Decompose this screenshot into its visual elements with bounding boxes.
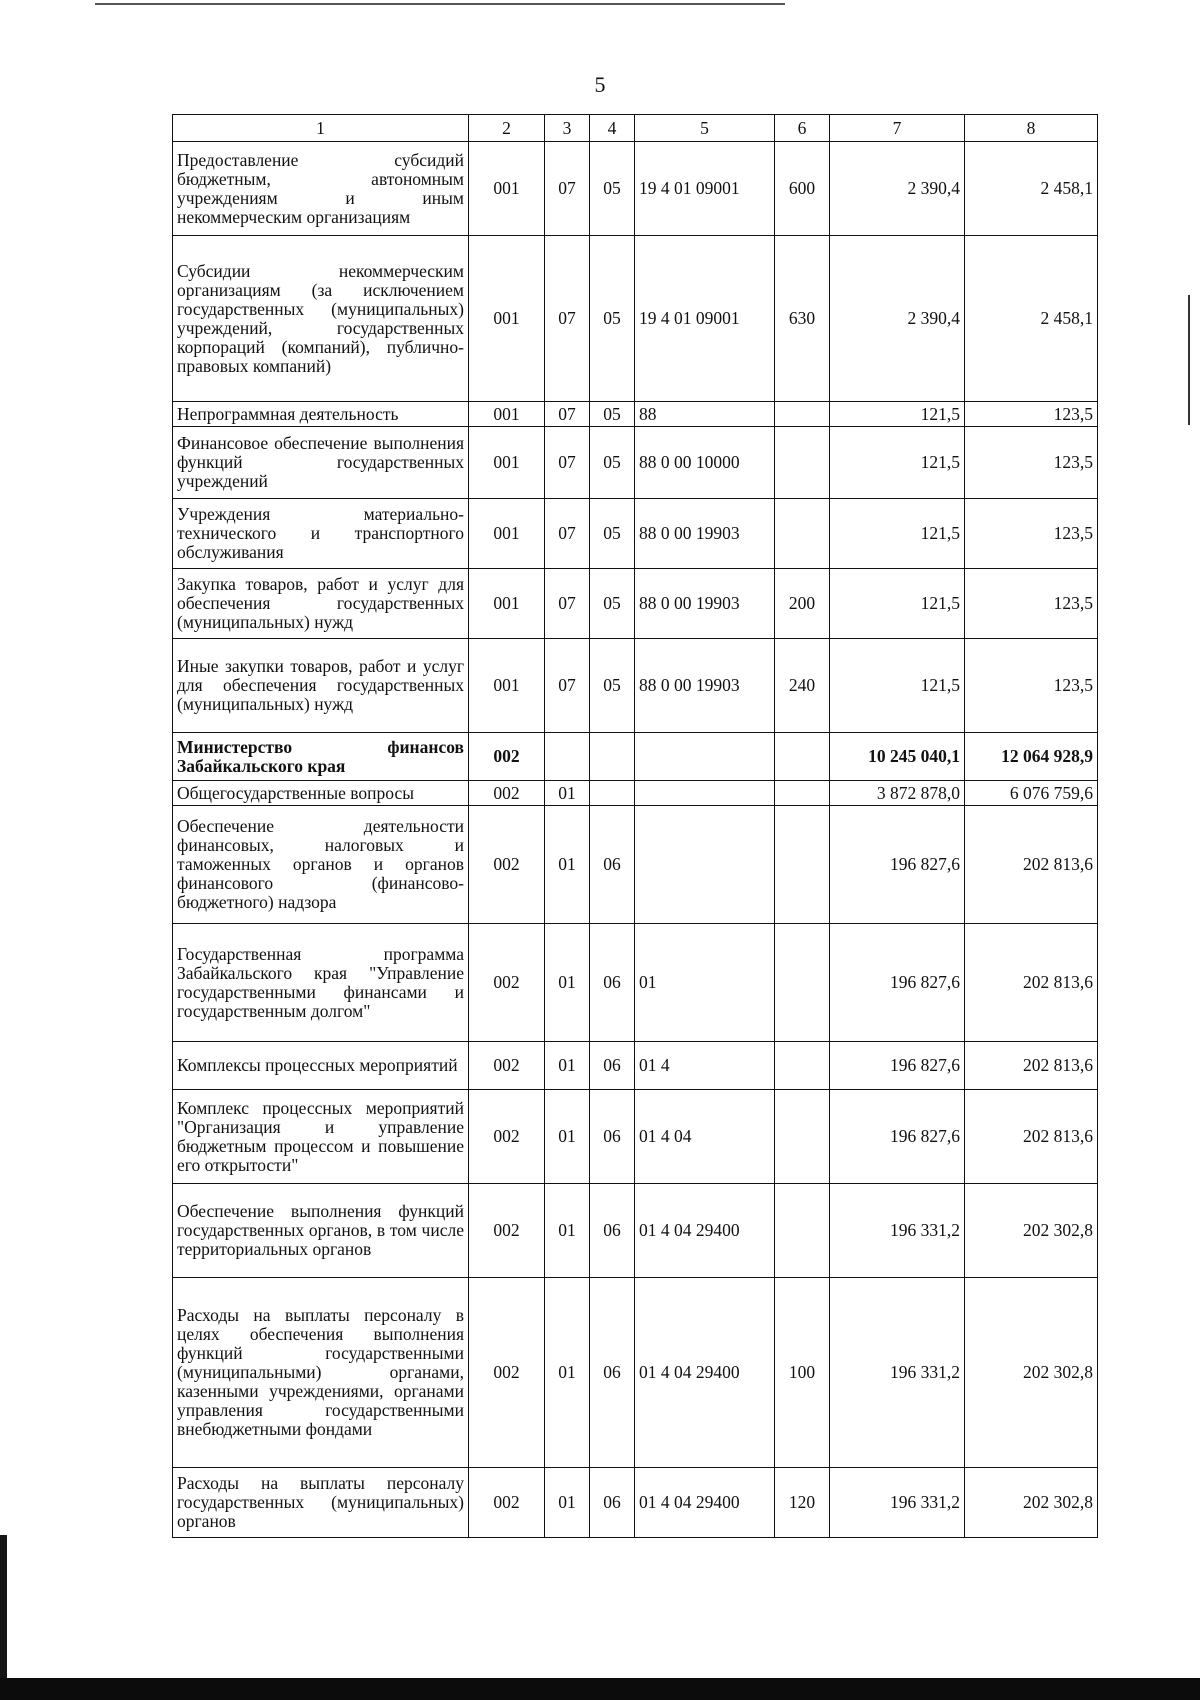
row-subsection-cell: 06 <box>590 1468 635 1538</box>
row-amount-col7-cell: 121,5 <box>830 402 965 427</box>
page-number: 5 <box>594 72 606 97</box>
table-row <box>173 1042 1098 1090</box>
row-amount-col8-cell: 6 076 759,6 <box>965 781 1098 806</box>
row-section-cell: 01 <box>545 1042 590 1090</box>
table-row <box>173 1278 1098 1468</box>
table-row <box>173 1184 1098 1278</box>
row-name-cell: Предоставление субсидий бюджетным, автономным учреждениям и иным некоммерческим организациям <box>173 142 469 236</box>
row-expense-type-cell: 630 <box>775 236 830 402</box>
budget-table <box>172 114 1098 1538</box>
row-target-item-cell <box>635 781 775 806</box>
row-target-item-cell: 01 4 04 29400 <box>635 1184 775 1278</box>
row-amount-col7-cell: 121,5 <box>830 427 965 499</box>
row-name-cell: Обеспечение выполнения функций государственных органов, в том числе территориальных органов <box>173 1184 469 1278</box>
scan-artifact-left-edge <box>0 1535 7 1685</box>
row-subsection-cell: 06 <box>590 924 635 1042</box>
row-name-cell: Расходы на выплаты персоналу государственных (муниципальных) органов <box>173 1468 469 1538</box>
row-target-item-cell: 88 0 00 19903 <box>635 639 775 733</box>
row-admin-code-cell: 001 <box>469 402 545 427</box>
row-target-item-cell: 88 0 00 19903 <box>635 569 775 639</box>
row-amount-col8-cell: 123,5 <box>965 639 1098 733</box>
row-target-item-cell: 01 4 <box>635 1042 775 1090</box>
row-admin-code-cell: 001 <box>469 499 545 569</box>
row-name-cell: Комплексы процессных мероприятий <box>173 1042 469 1090</box>
row-name-cell: Иные закупки товаров, работ и услуг для обеспечения государственных (муниципальных) нужд <box>173 639 469 733</box>
header-cell-2: 2 <box>469 115 545 142</box>
row-target-item-cell <box>635 733 775 781</box>
row-amount-col8-cell: 2 458,1 <box>965 236 1098 402</box>
table-row <box>173 1468 1098 1538</box>
row-section-cell: 07 <box>545 236 590 402</box>
row-amount-col8-cell: 202 813,6 <box>965 1042 1098 1090</box>
header-cell-5: 5 <box>635 115 775 142</box>
row-expense-type-cell <box>775 1184 830 1278</box>
table-row <box>173 1090 1098 1184</box>
table-row <box>173 806 1098 924</box>
row-subsection-cell: 06 <box>590 1090 635 1184</box>
row-name-cell: Комплекс процессных мероприятий "Организация и управление бюджетным процессом и повышение его открытости" <box>173 1090 469 1184</box>
row-subsection-cell: 05 <box>590 142 635 236</box>
row-amount-col7-cell: 121,5 <box>830 569 965 639</box>
row-admin-code-cell: 002 <box>469 733 545 781</box>
row-admin-code-cell: 002 <box>469 924 545 1042</box>
row-expense-type-cell: 100 <box>775 1278 830 1468</box>
row-admin-code-cell: 002 <box>469 1184 545 1278</box>
row-target-item-cell: 01 4 04 29400 <box>635 1468 775 1538</box>
row-expense-type-cell: 240 <box>775 639 830 733</box>
row-subsection-cell <box>590 733 635 781</box>
row-subsection-cell: 05 <box>590 639 635 733</box>
row-expense-type-cell <box>775 427 830 499</box>
row-amount-col8-cell: 2 458,1 <box>965 142 1098 236</box>
row-admin-code-cell: 002 <box>469 806 545 924</box>
row-subsection-cell: 06 <box>590 1042 635 1090</box>
row-section-cell: 01 <box>545 924 590 1042</box>
row-amount-col8-cell: 123,5 <box>965 427 1098 499</box>
row-name-cell: Закупка товаров, работ и услуг для обеспечения государственных (муниципальных) нужд <box>173 569 469 639</box>
table-row <box>173 402 1098 427</box>
row-amount-col8-cell: 202 813,6 <box>965 806 1098 924</box>
header-cell-4: 4 <box>590 115 635 142</box>
row-subsection-cell: 06 <box>590 1184 635 1278</box>
row-target-item-cell: 19 4 01 09001 <box>635 142 775 236</box>
row-admin-code-cell: 002 <box>469 1278 545 1468</box>
table-row <box>173 427 1098 499</box>
row-amount-col8-cell: 202 813,6 <box>965 1090 1098 1184</box>
row-amount-col7-cell: 196 331,2 <box>830 1278 965 1468</box>
row-target-item-cell: 88 0 00 10000 <box>635 427 775 499</box>
row-expense-type-cell <box>775 1042 830 1090</box>
table-row <box>173 499 1098 569</box>
row-name-cell: Расходы на выплаты персоналу в целях обеспечения выполнения функций государственными (муниципальными) органами, казенными учреждениями, органами управления государственными внебюджетными фондами <box>173 1278 469 1468</box>
table-body <box>173 142 1098 1538</box>
row-target-item-cell: 88 <box>635 402 775 427</box>
row-amount-col7-cell: 10 245 040,1 <box>830 733 965 781</box>
row-amount-col7-cell: 196 331,2 <box>830 1468 965 1538</box>
row-expense-type-cell <box>775 924 830 1042</box>
row-admin-code-cell: 002 <box>469 1042 545 1090</box>
row-amount-col8-cell: 123,5 <box>965 569 1098 639</box>
row-amount-col7-cell: 121,5 <box>830 639 965 733</box>
row-section-cell: 01 <box>545 781 590 806</box>
row-amount-col7-cell: 196 827,6 <box>830 1042 965 1090</box>
table-row <box>173 781 1098 806</box>
row-amount-col7-cell: 3 872 878,0 <box>830 781 965 806</box>
row-section-cell: 01 <box>545 1278 590 1468</box>
row-amount-col8-cell: 123,5 <box>965 402 1098 427</box>
row-section-cell: 01 <box>545 1184 590 1278</box>
table-row <box>173 142 1098 236</box>
row-admin-code-cell: 001 <box>469 142 545 236</box>
row-amount-col8-cell: 202 302,8 <box>965 1468 1098 1538</box>
row-subsection-cell: 05 <box>590 402 635 427</box>
row-subsection-cell: 05 <box>590 569 635 639</box>
row-subsection-cell: 06 <box>590 1278 635 1468</box>
row-admin-code-cell: 001 <box>469 236 545 402</box>
row-amount-col7-cell: 2 390,4 <box>830 236 965 402</box>
row-expense-type-cell <box>775 402 830 427</box>
row-expense-type-cell <box>775 781 830 806</box>
row-target-item-cell: 01 4 04 <box>635 1090 775 1184</box>
row-target-item-cell: 01 <box>635 924 775 1042</box>
row-admin-code-cell: 001 <box>469 427 545 499</box>
row-amount-col8-cell: 202 813,6 <box>965 924 1098 1042</box>
row-name-cell: Министерство финансов Забайкальского края <box>173 733 469 781</box>
table-row <box>173 236 1098 402</box>
row-expense-type-cell <box>775 499 830 569</box>
row-expense-type-cell: 600 <box>775 142 830 236</box>
row-amount-col8-cell: 202 302,8 <box>965 1278 1098 1468</box>
row-subsection-cell: 06 <box>590 806 635 924</box>
row-section-cell: 07 <box>545 142 590 236</box>
row-subsection-cell: 05 <box>590 236 635 402</box>
row-target-item-cell: 88 0 00 19903 <box>635 499 775 569</box>
row-name-cell: Финансовое обеспечение выполнения функций государственных учреждений <box>173 427 469 499</box>
row-subsection-cell: 05 <box>590 499 635 569</box>
row-admin-code-cell: 002 <box>469 1090 545 1184</box>
row-expense-type-cell <box>775 733 830 781</box>
row-admin-code-cell: 001 <box>469 569 545 639</box>
table-row <box>173 924 1098 1042</box>
header-cell-6: 6 <box>775 115 830 142</box>
row-section-cell: 07 <box>545 639 590 733</box>
row-section-cell: 07 <box>545 402 590 427</box>
row-admin-code-cell: 002 <box>469 781 545 806</box>
row-expense-type-cell: 200 <box>775 569 830 639</box>
header-cell-1: 1 <box>173 115 469 142</box>
row-amount-col8-cell: 123,5 <box>965 499 1098 569</box>
row-name-cell: Государственная программа Забайкальского края "Управление государственными финансами и государственным долгом" <box>173 924 469 1042</box>
row-subsection-cell <box>590 781 635 806</box>
table-row <box>173 569 1098 639</box>
row-section-cell <box>545 733 590 781</box>
row-expense-type-cell <box>775 1090 830 1184</box>
row-admin-code-cell: 002 <box>469 1468 545 1538</box>
row-subsection-cell: 05 <box>590 427 635 499</box>
row-section-cell: 07 <box>545 569 590 639</box>
row-name-cell: Субсидии некоммерческим организациям (за исключением государственных (муниципальных) учреждений, государственных корпораций (компаний), публично-правовых компаний) <box>173 236 469 402</box>
row-amount-col7-cell: 2 390,4 <box>830 142 965 236</box>
row-name-cell: Обеспечение деятельности финансовых, налоговых и таможенных органов и органов финансового (финансово-бюджетного) надзора <box>173 806 469 924</box>
row-name-cell: Общегосударственные вопросы <box>173 781 469 806</box>
row-name-cell: Учреждения материально-технического и транспортного обслуживания <box>173 499 469 569</box>
row-amount-col7-cell: 121,5 <box>830 499 965 569</box>
row-amount-col8-cell: 202 302,8 <box>965 1184 1098 1278</box>
table-row <box>173 733 1098 781</box>
scan-artifact-right-dash <box>1188 295 1190 425</box>
row-amount-col8-cell: 12 064 928,9 <box>965 733 1098 781</box>
header-cell-3: 3 <box>545 115 590 142</box>
row-section-cell: 01 <box>545 1090 590 1184</box>
row-name-cell: Непрограммная деятельность <box>173 402 469 427</box>
scan-artifact-bottom-band <box>0 1678 1200 1700</box>
row-amount-col7-cell: 196 827,6 <box>830 806 965 924</box>
row-amount-col7-cell: 196 331,2 <box>830 1184 965 1278</box>
row-section-cell: 01 <box>545 1468 590 1538</box>
row-expense-type-cell <box>775 806 830 924</box>
row-target-item-cell: 01 4 04 29400 <box>635 1278 775 1468</box>
header-row <box>173 115 1098 142</box>
header-cell-8: 8 <box>965 115 1098 142</box>
scan-artifact-top-line <box>95 3 785 5</box>
row-amount-col7-cell: 196 827,6 <box>830 1090 965 1184</box>
row-section-cell: 07 <box>545 499 590 569</box>
row-section-cell: 01 <box>545 806 590 924</box>
row-expense-type-cell: 120 <box>775 1468 830 1538</box>
row-target-item-cell: 19 4 01 09001 <box>635 236 775 402</box>
row-target-item-cell <box>635 806 775 924</box>
row-section-cell: 07 <box>545 427 590 499</box>
row-amount-col7-cell: 196 827,6 <box>830 924 965 1042</box>
header-cell-7: 7 <box>830 115 965 142</box>
table-row <box>173 639 1098 733</box>
row-admin-code-cell: 001 <box>469 639 545 733</box>
